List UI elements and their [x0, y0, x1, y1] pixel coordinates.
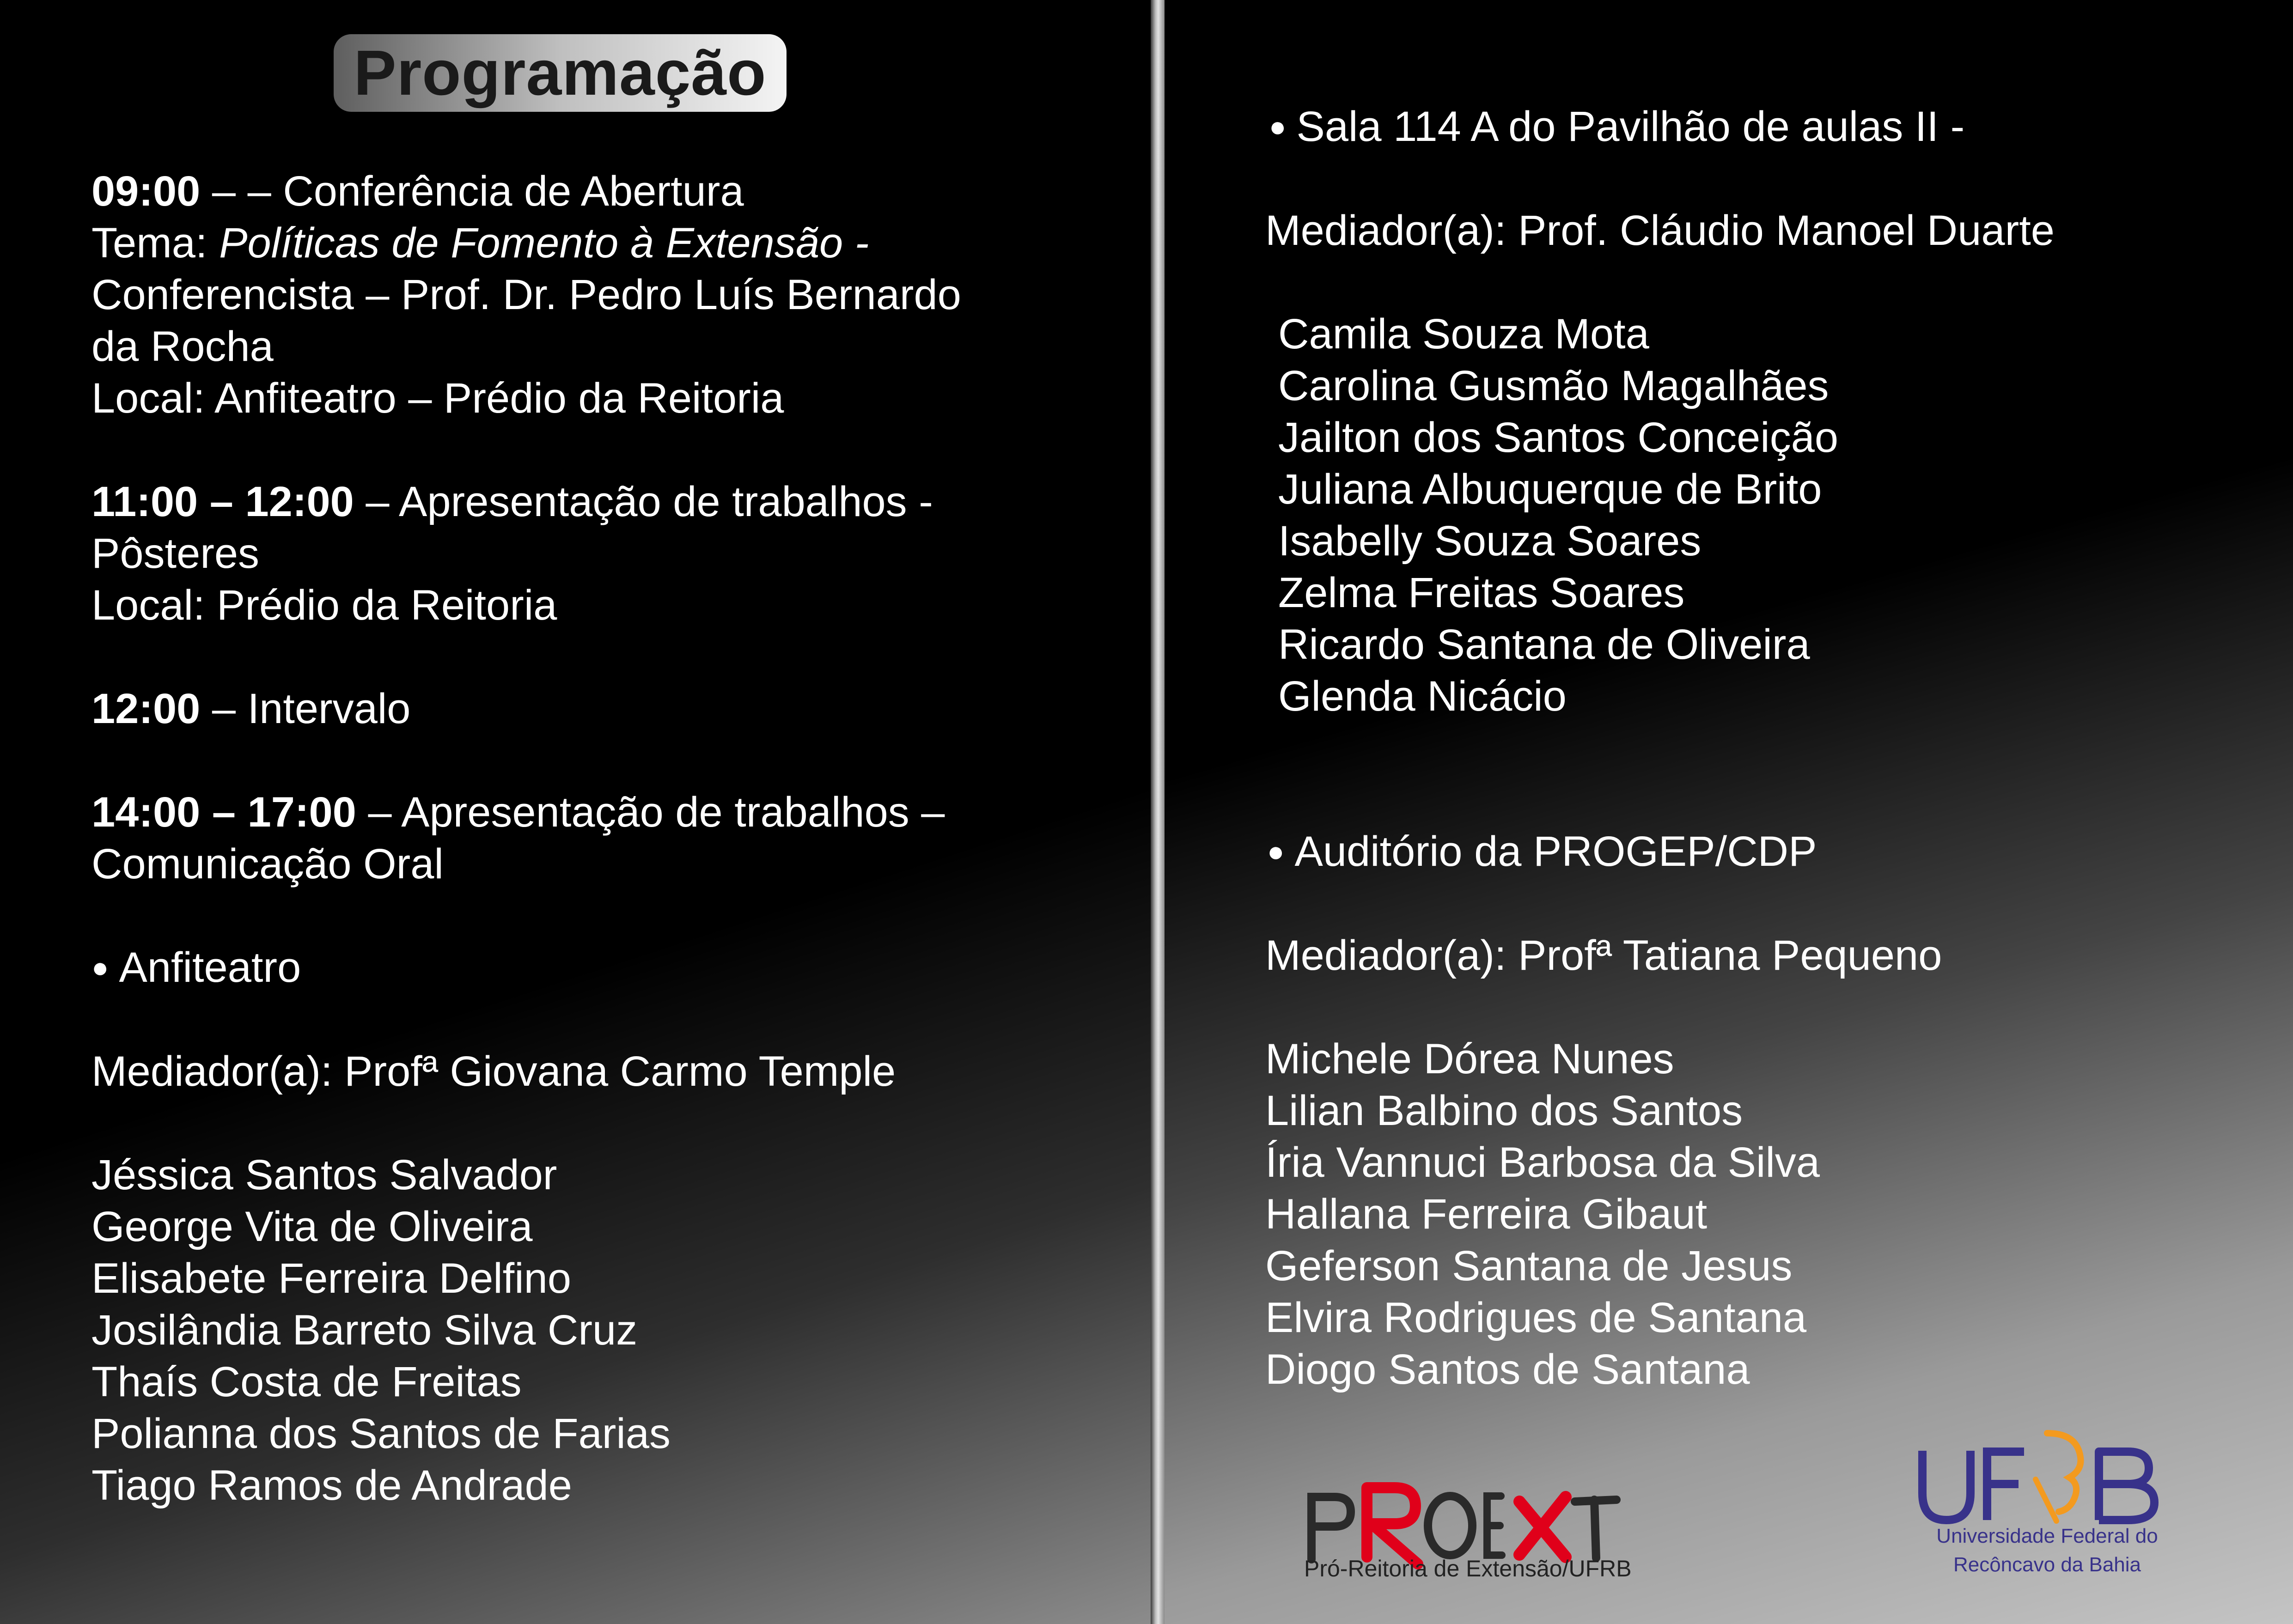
- event-label: – Apresentação de trabalhos -: [354, 478, 933, 525]
- bullet-icon: ●: [91, 952, 109, 984]
- list-item: Polianna dos Santos de Farias: [91, 1410, 671, 1457]
- location-line: Local: Anfiteatro – Prédio da Reitoria: [91, 375, 784, 422]
- list-item: Geferson Santana de Jesus: [1265, 1242, 1793, 1289]
- list-item: Thaís Costa de Freitas: [91, 1358, 522, 1405]
- room-heading: [1265, 826, 2259, 878]
- list-item: Diogo Santos de Santana: [1265, 1346, 1750, 1393]
- schedule-item-oral: [91, 786, 1136, 838]
- event-label: – Apresentação de trabalhos –: [356, 789, 945, 836]
- mediator-line: Mediador(a): Profª Giovana Carmo Temple: [91, 1048, 896, 1095]
- participant-list: [1265, 1033, 2259, 1395]
- list-item: Lilian Balbino dos Santos: [1265, 1087, 1743, 1134]
- room-label: Anfiteatro: [119, 944, 301, 991]
- schedule-item-posters: [91, 476, 1136, 528]
- room-label: Sala 114 A do Pavilhão de aulas II -: [1296, 103, 1965, 150]
- schedule-item-interval: [91, 683, 1136, 735]
- title-banner: [334, 34, 787, 112]
- list-item: Jéssica Santos Salvador: [91, 1151, 557, 1198]
- list-item: George Vita de Oliveira: [91, 1203, 533, 1250]
- participant-list: [91, 1149, 1136, 1511]
- list-item: Camila Souza Mota: [1278, 310, 1649, 358]
- bullet-icon: ●: [1267, 836, 1285, 868]
- participant-list: [1265, 308, 2259, 722]
- time-label: 11:00 – 12:00: [91, 478, 354, 525]
- room-heading: [91, 942, 1136, 994]
- time-label: 09:00: [91, 168, 201, 215]
- room-heading: [1265, 101, 2259, 153]
- list-item: Josilândia Barreto Silva Cruz: [91, 1307, 638, 1354]
- mediator-line: Mediador(a): Prof. Cláudio Manoel Duarte: [1265, 207, 2055, 254]
- list-item: Ricardo Santana de Oliveira: [1278, 621, 1810, 668]
- time-label: 14:00 – 17:00: [91, 789, 356, 836]
- list-item: Íria Vannuci Barbosa da Silva: [1265, 1139, 1820, 1186]
- list-item: Glenda Nicácio: [1278, 673, 1567, 720]
- event-label-cont: Pôsteres: [91, 530, 260, 577]
- bullet-icon: ●: [1269, 111, 1287, 143]
- ufrb-name-line-1: Universidade Federal do: [1936, 1525, 2158, 1547]
- location-line: Local: Prédio da Reitoria: [91, 582, 557, 629]
- proext-caption: Pró-Reitoria de Extensão/UFRB: [1304, 1556, 1632, 1581]
- page-title: Programação: [354, 37, 767, 109]
- theme-label: Tema:: [91, 219, 220, 267]
- speaker-line-cont: da Rocha: [91, 323, 274, 370]
- event-label: – Intervalo: [200, 685, 411, 732]
- left-schedule: [91, 165, 1136, 1511]
- list-item: Jailton dos Santos Conceição: [1278, 414, 1839, 461]
- list-item: Tiago Ramos de Andrade: [91, 1462, 572, 1509]
- list-item: Carolina Gusmão Magalhães: [1278, 362, 1829, 409]
- event-label: – – Conferência de Abertura: [200, 168, 744, 215]
- schedule-item-opening: [91, 165, 1136, 217]
- time-label: 12:00: [91, 685, 201, 732]
- page-fold: [1151, 0, 1165, 1624]
- mediator-line: Mediador(a): Profª Tatiana Pequeno: [1265, 932, 1942, 979]
- theme-title: Políticas de Fomento à Extensão -: [219, 219, 869, 267]
- list-item: Zelma Freitas Soares: [1278, 569, 1685, 616]
- event-label-cont: Comunicação Oral: [91, 840, 444, 888]
- list-item: Isabelly Souza Soares: [1278, 517, 1701, 565]
- list-item: Hallana Ferreira Gibaut: [1265, 1191, 1708, 1238]
- theme-line: [91, 217, 1136, 269]
- ufrb-name-line-2: Recôncavo da Bahia: [1953, 1553, 2141, 1576]
- speaker-line: Conferencista – Prof. Dr. Pedro Luís Bernardo: [91, 271, 961, 318]
- right-schedule: [1265, 101, 2259, 1395]
- list-item: Juliana Albuquerque de Brito: [1278, 466, 1822, 513]
- list-item: Michele Dórea Nunes: [1265, 1035, 1674, 1083]
- room-label: Auditório da PROGEP/CDP: [1294, 828, 1817, 875]
- list-item: Elisabete Ferreira Delfino: [91, 1255, 572, 1302]
- list-item: Elvira Rodrigues de Santana: [1265, 1294, 1807, 1341]
